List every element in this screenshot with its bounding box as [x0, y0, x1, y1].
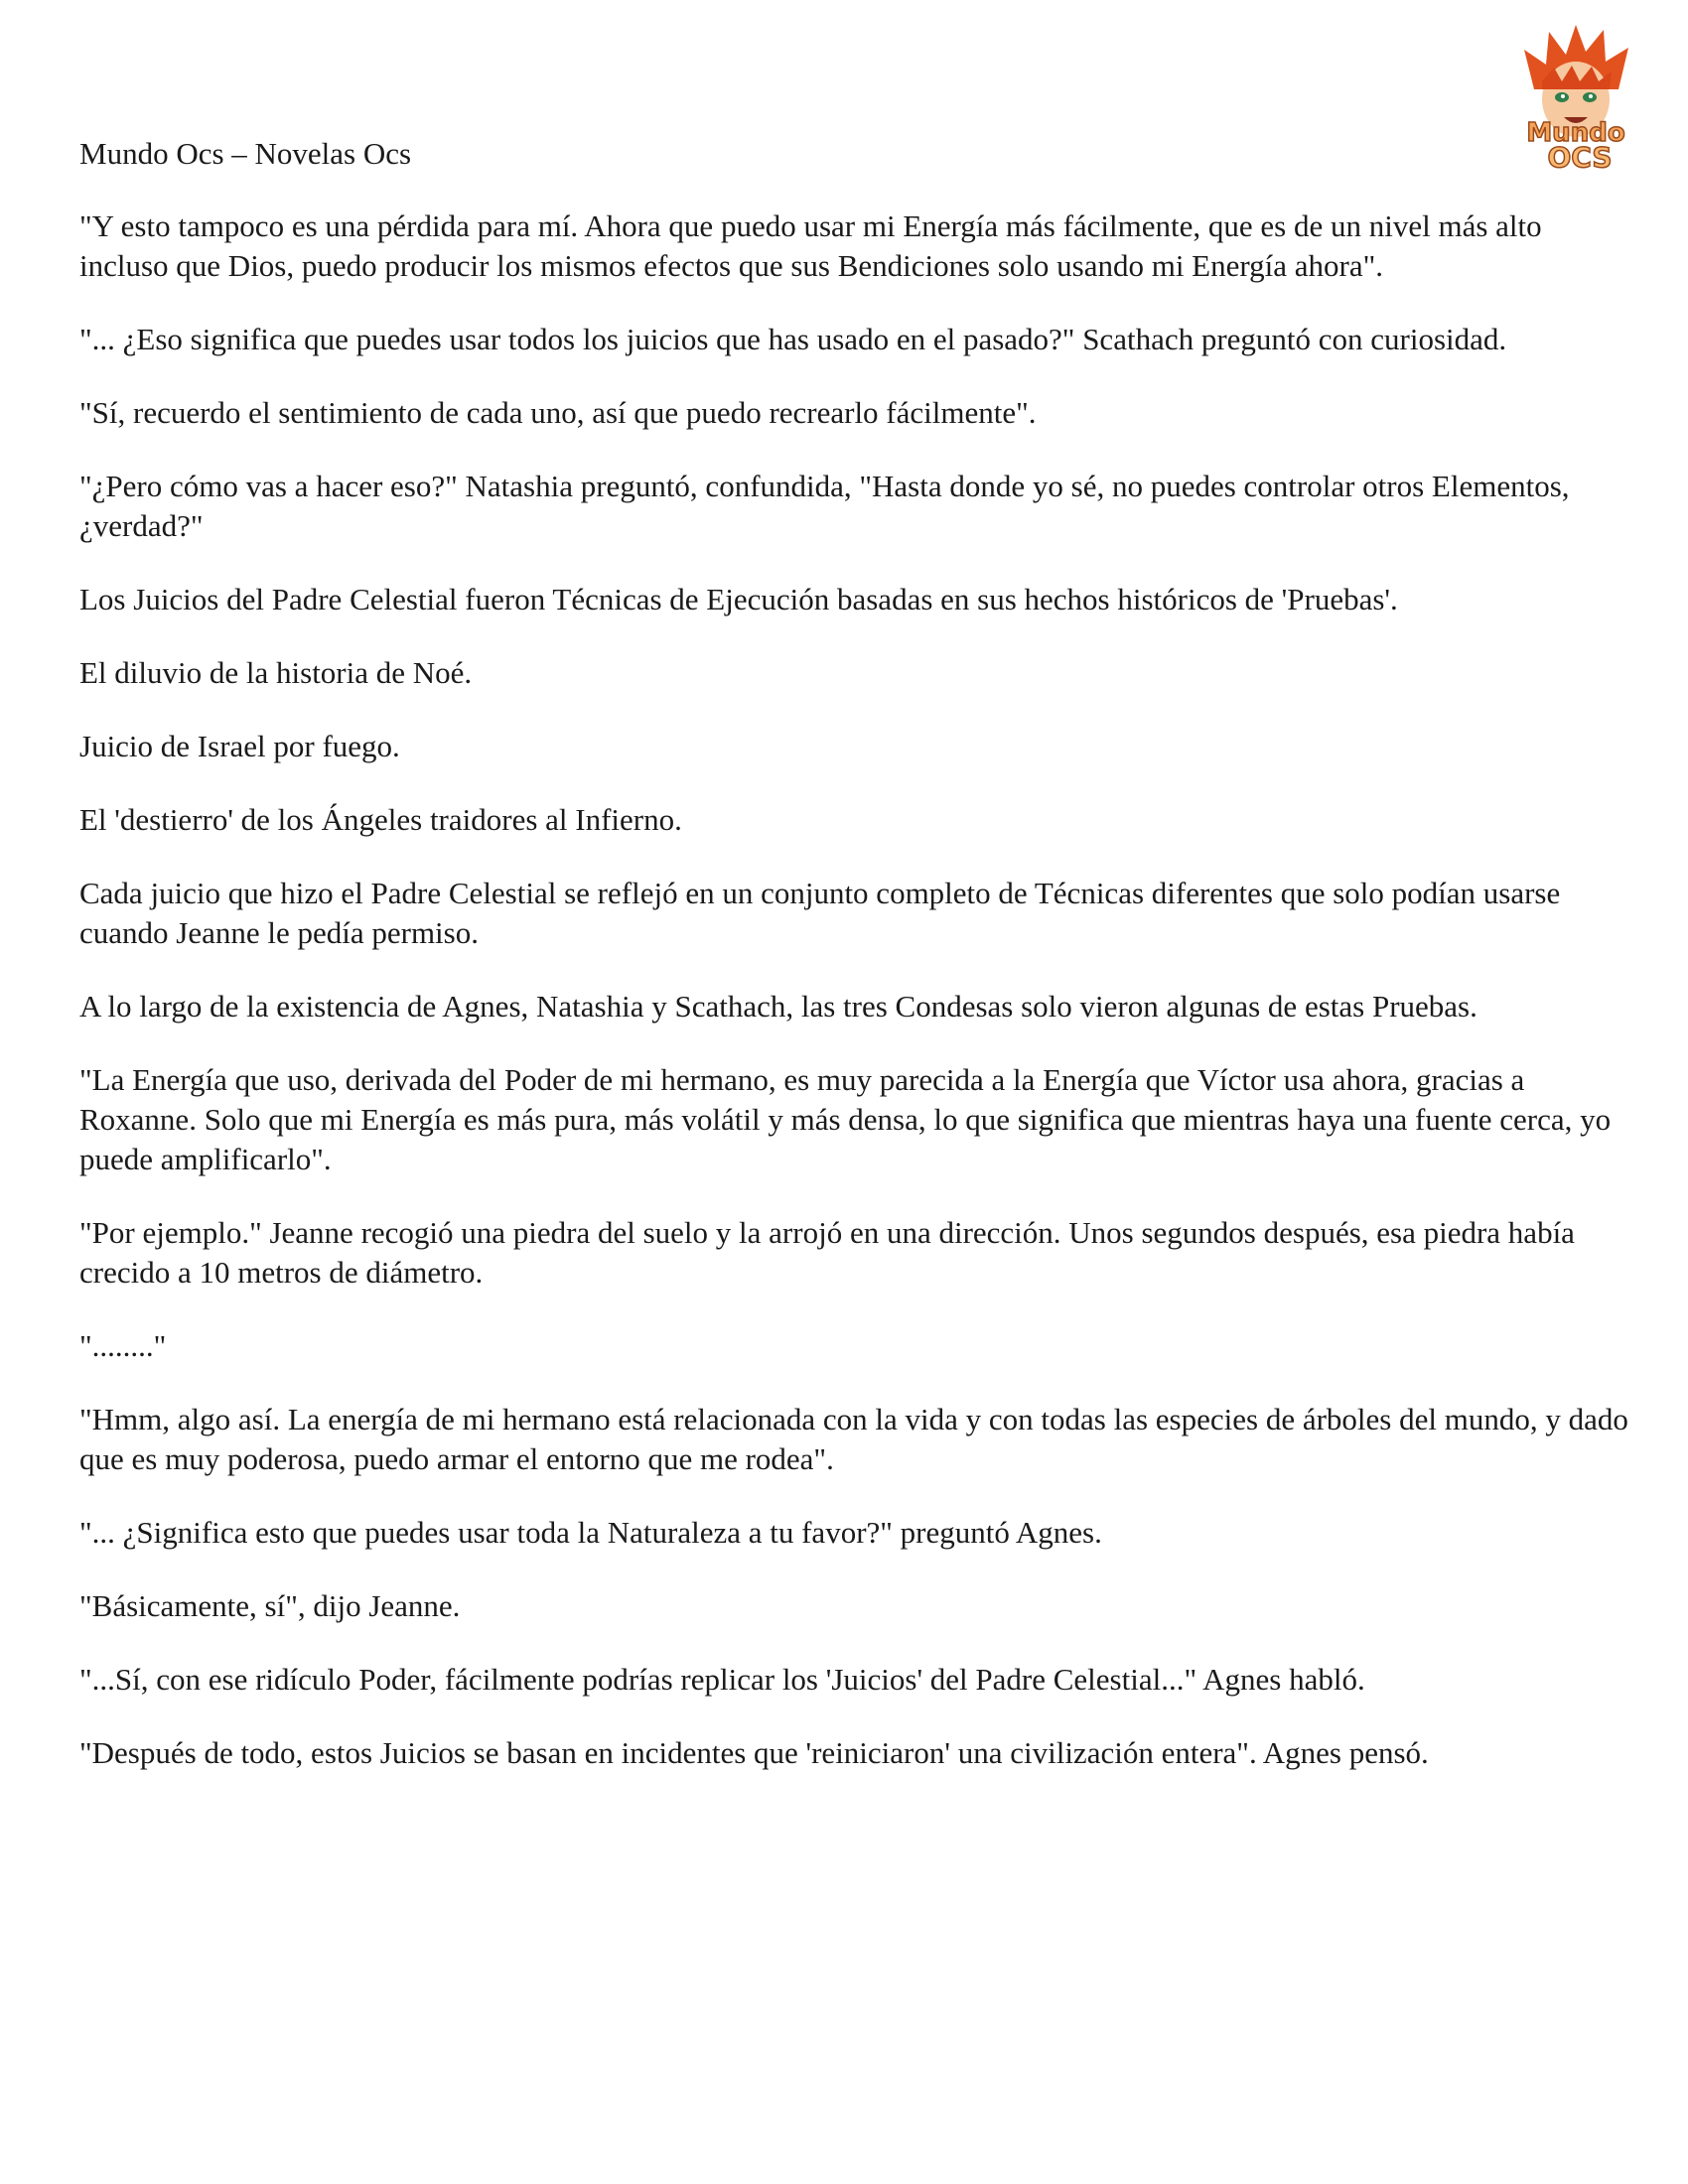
paragraph: "La Energía que uso, derivada del Poder de mi hermano, es muy parecida a la Energía que Víctor usa ahora, gracias a Roxanne. Solo que mi Energía es más pura, más volátil y más densa, lo que significa que mientras haya una fuente cerca, yo puede amplificarlo". — [79, 1062, 1612, 1176]
mundo-ocs-logo — [1504, 20, 1648, 174]
paragraph: Cada juicio que hizo el Padre Celestial se reflejó en un conjunto completo de Técnicas diferentes que solo podían usarse cuando Jeanne le pedía permiso. — [79, 876, 1561, 950]
paragraph: "...Sí, con ese ridículo Poder, fácilmente podrías replicar los 'Juicios' del Padre Celestial..." Agnes habló. — [79, 1662, 1365, 1697]
paragraph: "........" — [79, 1328, 167, 1363]
paragraph: "Básicamente, sí", dijo Jeanne. — [79, 1588, 461, 1623]
paragraph: "Hmm, algo así. La energía de mi hermano está relacionada con la vida y con todas las especies de árboles del mundo, y dado que es muy poderosa, puedo armar el entorno que me rodea". — [79, 1402, 1628, 1476]
page-header: Mundo Ocs – Novelas Ocs — [79, 136, 412, 171]
paragraph: "Después de todo, estos Juicios se basan en incidentes que 'reiniciaron' una civilización entera". Agnes pensó. — [79, 1735, 1429, 1770]
paragraph: El 'destierro' de los Ángeles traidores al Infierno. — [79, 802, 682, 837]
paragraph: Los Juicios del Padre Celestial fueron Técnicas de Ejecución basadas en sus hechos históricos de 'Pruebas'. — [79, 582, 1398, 616]
paragraph: "Sí, recuerdo el sentimiento de cada uno, así que puedo recrearlo fácilmente". — [79, 395, 1037, 430]
paragraph: "Y esto tampoco es una pérdida para mí. Ahora que puedo usar mi Energía más fácilmente, que es de un nivel más alto incluso que Dios, puedo producir los mismos efectos que sus Bendiciones solo usando mi Energía ahora". — [79, 208, 1542, 283]
paragraph: El diluvio de la historia de Noé. — [79, 655, 473, 690]
paragraph: "... ¿Eso significa que puedes usar todos los juicios que has usado en el pasado?" Scathach preguntó con curiosidad. — [79, 322, 1507, 356]
paragraph: "Por ejemplo." Jeanne recogió una piedra del suelo y la arrojó en una dirección. Unos segundos después, esa piedra había crecido a 10 metros de diámetro. — [79, 1215, 1575, 1290]
paragraph: A lo largo de la existencia de Agnes, Natashia y Scathach, las tres Condesas solo vieron algunas de estas Pruebas. — [79, 989, 1477, 1024]
svg-text:OCS: OCS — [1547, 141, 1613, 174]
document-body — [79, 206, 1628, 1807]
paragraph: "... ¿Significa esto que puedes usar toda la Naturaleza a tu favor?" preguntó Agnes. — [79, 1515, 1102, 1550]
paragraph: Juicio de Israel por fuego. — [79, 729, 400, 763]
svg-text:Mundo: Mundo — [1526, 118, 1625, 148]
paragraph: "¿Pero cómo vas a hacer eso?" Natashia preguntó, confundida, "Hasta donde yo sé, no puedes controlar otros Elementos, ¿verdad?" — [79, 469, 1570, 543]
